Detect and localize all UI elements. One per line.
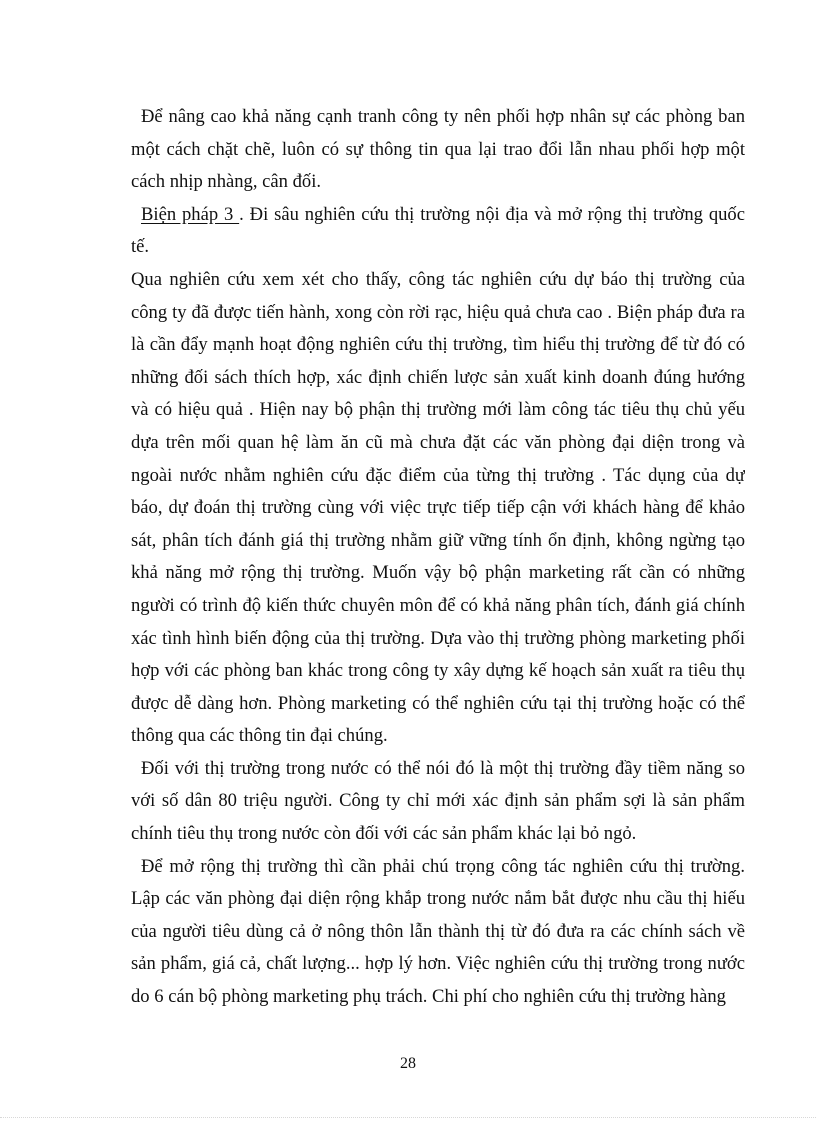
- text-line: tế.: [131, 236, 150, 258]
- text-line: hợp với các phòng ban khác trong công ty xây dựng kế hoạch sản xuất ra tiêu thụ: [131, 660, 745, 682]
- paragraph-1: [131, 101, 745, 199]
- text-line: được dễ dàng hơn. Phòng marketing có thể nghiên cứu tại thị trường hoặc có thể: [131, 692, 745, 714]
- paragraph-5: [131, 851, 745, 1014]
- text-line: xác tình hình biến động của thị trường. Dựa vào thị trường phòng marketing phối: [131, 627, 745, 649]
- heading-text: . Đi sâu nghiên cứu thị trường nội địa và mở rộng thị trường quốc: [239, 203, 745, 225]
- paragraph-4: [131, 753, 745, 851]
- paragraph-3: [131, 264, 745, 753]
- text-line: một cách chặt chẽ, luôn có sự thông tin qua lại trao đổi lẫn nhau phối hợp một: [131, 138, 745, 160]
- body-text: [131, 101, 745, 1014]
- text-line: sản phẩm, giá cả, chất lượng... hợp lý hơn. Việc nghiên cứu thị trường trong nước: [131, 953, 745, 975]
- text-line: Đối với thị trường trong nước có thể nói đó là một thị trường đầy tiềm năng so: [141, 757, 745, 779]
- measure-heading: [131, 199, 745, 264]
- heading-line: [131, 199, 745, 232]
- page-number: 28: [400, 1055, 416, 1072]
- text-line: công ty đã được tiến hành, xong còn rời rạc, hiệu quả chưa cao . Biện pháp đưa ra: [131, 301, 745, 323]
- text-line: của người tiêu dùng cả ở nông thôn lẫn thành thị từ đó đưa ra các chính sách về: [131, 920, 745, 942]
- page-divider: [0, 1117, 816, 1118]
- text-line: Để nâng cao khả năng cạnh tranh công ty nên phối hợp nhân sự các phòng ban: [141, 106, 745, 127]
- text-line: sát, phân tích đánh giá thị trường nhằm giữ vững tính ổn định, không ngừng tạo: [131, 529, 745, 551]
- text-line: Lập các văn phòng đại diện rộng khắp trong nước nắm bắt được nhu cầu thị hiếu: [131, 888, 745, 910]
- text-line: là cần đẩy mạnh hoạt động nghiên cứu thị trường, tìm hiểu thị trường để từ đó có: [131, 334, 745, 356]
- text-line: khả năng mở rộng thị trường. Muốn vậy bộ phận marketing rất cần có những: [131, 562, 745, 584]
- text-line: ngoài nước nhằm nghiên cứu đặc điểm của từng thị trường . Tác dụng của dự: [131, 464, 745, 486]
- text-line: cách nhịp nhàng, cân đối.: [131, 171, 322, 193]
- text-line: và có hiệu quả . Hiện nay bộ phận thị trường mới làm công tác tiêu thụ chủ yếu: [131, 399, 745, 421]
- text-line: chính tiêu thụ trong nước còn đối với các sản phẩm khác lại bỏ ngỏ.: [131, 823, 637, 845]
- text-line: Để mở rộng thị trường thì cần phải chú trọng công tác nghiên cứu thị trường.: [141, 855, 745, 877]
- heading-label: Biện pháp 3: [141, 203, 240, 225]
- text-line: thông qua các thông tin đại chúng.: [131, 725, 388, 747]
- text-line: người có trình độ kiến thức chuyên môn để có khả năng phân tích, đánh giá chính: [131, 594, 745, 616]
- text-line: những đối sách thích hợp, xác định chiến lược sản xuất kinh doanh đúng hướng: [131, 366, 745, 388]
- text-line: Qua nghiên cứu xem xét cho thấy, công tác nghiên cứu dự báo thị trường của: [131, 268, 745, 290]
- text-line: với số dân 80 triệu người. Công ty chỉ mới xác định sản phẩm sợi là sản phẩm: [131, 790, 745, 812]
- text-line: dựa trên mối quan hệ làm ăn cũ mà chưa đặt các văn phòng đại diện trong và: [131, 431, 745, 453]
- text-line: do 6 cán bộ phòng marketing phụ trách. Chi phí cho nghiên cứu thị trường hàng: [131, 986, 726, 1008]
- text-line: báo, dự đoán thị trường cùng với việc trực tiếp tiếp cận với khách hàng để khảo: [131, 497, 745, 519]
